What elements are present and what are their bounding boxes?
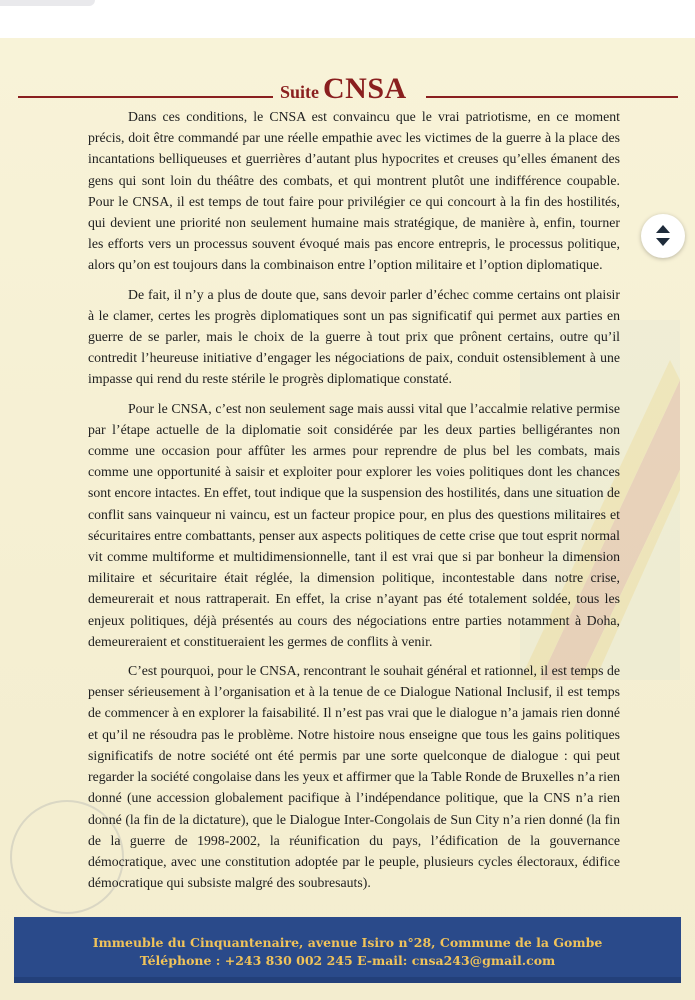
header-rule-right	[426, 96, 678, 98]
footer-contact: Téléphone : +243 830 002 245 E-mail: cnsa243@gmail.com	[139, 953, 556, 968]
article-body	[88, 106, 620, 901]
paragraph: Dans ces conditions, le CNSA est convaincu que le vrai patriotisme, en ce moment précis, doit être commandé par une réelle empathie avec les victimes de la guerre à la place des incantations belliqueuses et guerrières d’autant plus hypocrites et creuses qu’elles émanent des gens qui sont loin du théâtre des combats, et qui montrent plutôt une indifférence coupable. Pour le CNSA, il est temps de tout faire pour privilégier ce qui concourt à la fin des hostilités, qui devient une priorité non seulement humaine mais stratégique, de manière à, enfin, tourner les efforts vers un processus souvent évoqué mais pas encore entrepris, le processus politique, alors qu’on est toujours dans la combinaison entre l’option militaire et l’option diplomatique.	[88, 109, 620, 273]
top-tab[interactable]	[0, 0, 95, 6]
title-main: CNSA	[323, 72, 407, 105]
top-toolbar-strip	[0, 0, 695, 38]
page-title	[280, 72, 425, 106]
paragraph: Pour le CNSA, c’est non seulement sage mais aussi vital que l’accalmie relative permise par l’étape actuelle de la diplomatie soit considérée par les deux parties belligérantes non comme une occasion pour affûter les armes pour reprendre de plus bel les combats, mais comme une opportunité à saisir et exploiter pour explorer les voies politiques dont les chances sont encore intactes. En effet, tout indique que la suspension des hostilités, dans une situation de conflit sans vainqueur ni vaincu, est un facteur propice pour, en plus des questions militaires et sécuritaires entre combattants, penser aux aspects politiques de cette crise que tout esprit normal vit comme multiforme et multidimensionnelle, tant il est vrai que si par bonheur la dimension militaire et sécuritaire était réglée, la dimension politique, incontestable dans notre crise, demeurerait et nous rattraperait. En effet, la crise n’ayant pas été totalement soldée, tous les enjeux politiques, déjà présentés au cours des négociations entre parties notamment à Doha, demeureraient et constitueraient les germes de conflits à venir.	[88, 400, 620, 649]
header-rule-left	[18, 96, 273, 98]
title-prefix: Suite	[280, 82, 320, 102]
chevron-down-icon	[656, 238, 670, 246]
paragraph: C’est pourquoi, pour le CNSA, rencontrant le souhait général et rationnel, il est temps de penser sérieusement à l’organisation et à la tenue de ce Dialogue National Inclusif, il est temps de commencer à en explorer la faisabilité. Il n’est pas vrai que le dialogue n’a jamais rien donné et qu’il ne résoudra pas le problème. Notre histoire nous enseigne que tous les gains politiques significatifs de notre société ont été permis par une sorte quelconque de dialogue : qui peut regarder la société congolaise dans les yeux et affirmer que la Table Ronde de Bruxelles n’a rien donné (une accession globalement pacifique à l’indépendance politique, que la CNS n’a rien donné (la fin de la dictature), que le Dialogue Inter-Congolais de Sun City n’a rien donné (la fin de la guerre de 1998-2002, la réunification du pays, l’édification de la gouvernance démocratique, avec une constitution adoptée par le peuple, plusieurs cycles électoraux, édifice démocratique qui subsiste malgré des soubresauts).	[88, 663, 620, 891]
footer-address: Immeuble du Cinquantenaire, avenue Isiro n°28, Commune de la Gombe	[92, 935, 603, 950]
paragraph: De fait, il n’y a plus de doute que, sans devoir parler d’échec comme certains ont plaisir à le clamer, certes les progrès diplomatiques sont un pas significatif qui permet aux parties en guerre de se parler, mais le choix de la guerre à tout prix que prônent certains, outre qu’il contredit l’heureuse initiative d’engager les négociations de paix, conduit ostensiblement à une impasse qui rend du reste stérile le progrès diplomatique constaté.	[88, 286, 620, 387]
scroll-up-down-button[interactable]	[641, 214, 685, 258]
footer-banner	[14, 917, 681, 983]
section-header	[18, 70, 678, 106]
chevron-up-icon	[656, 225, 670, 233]
